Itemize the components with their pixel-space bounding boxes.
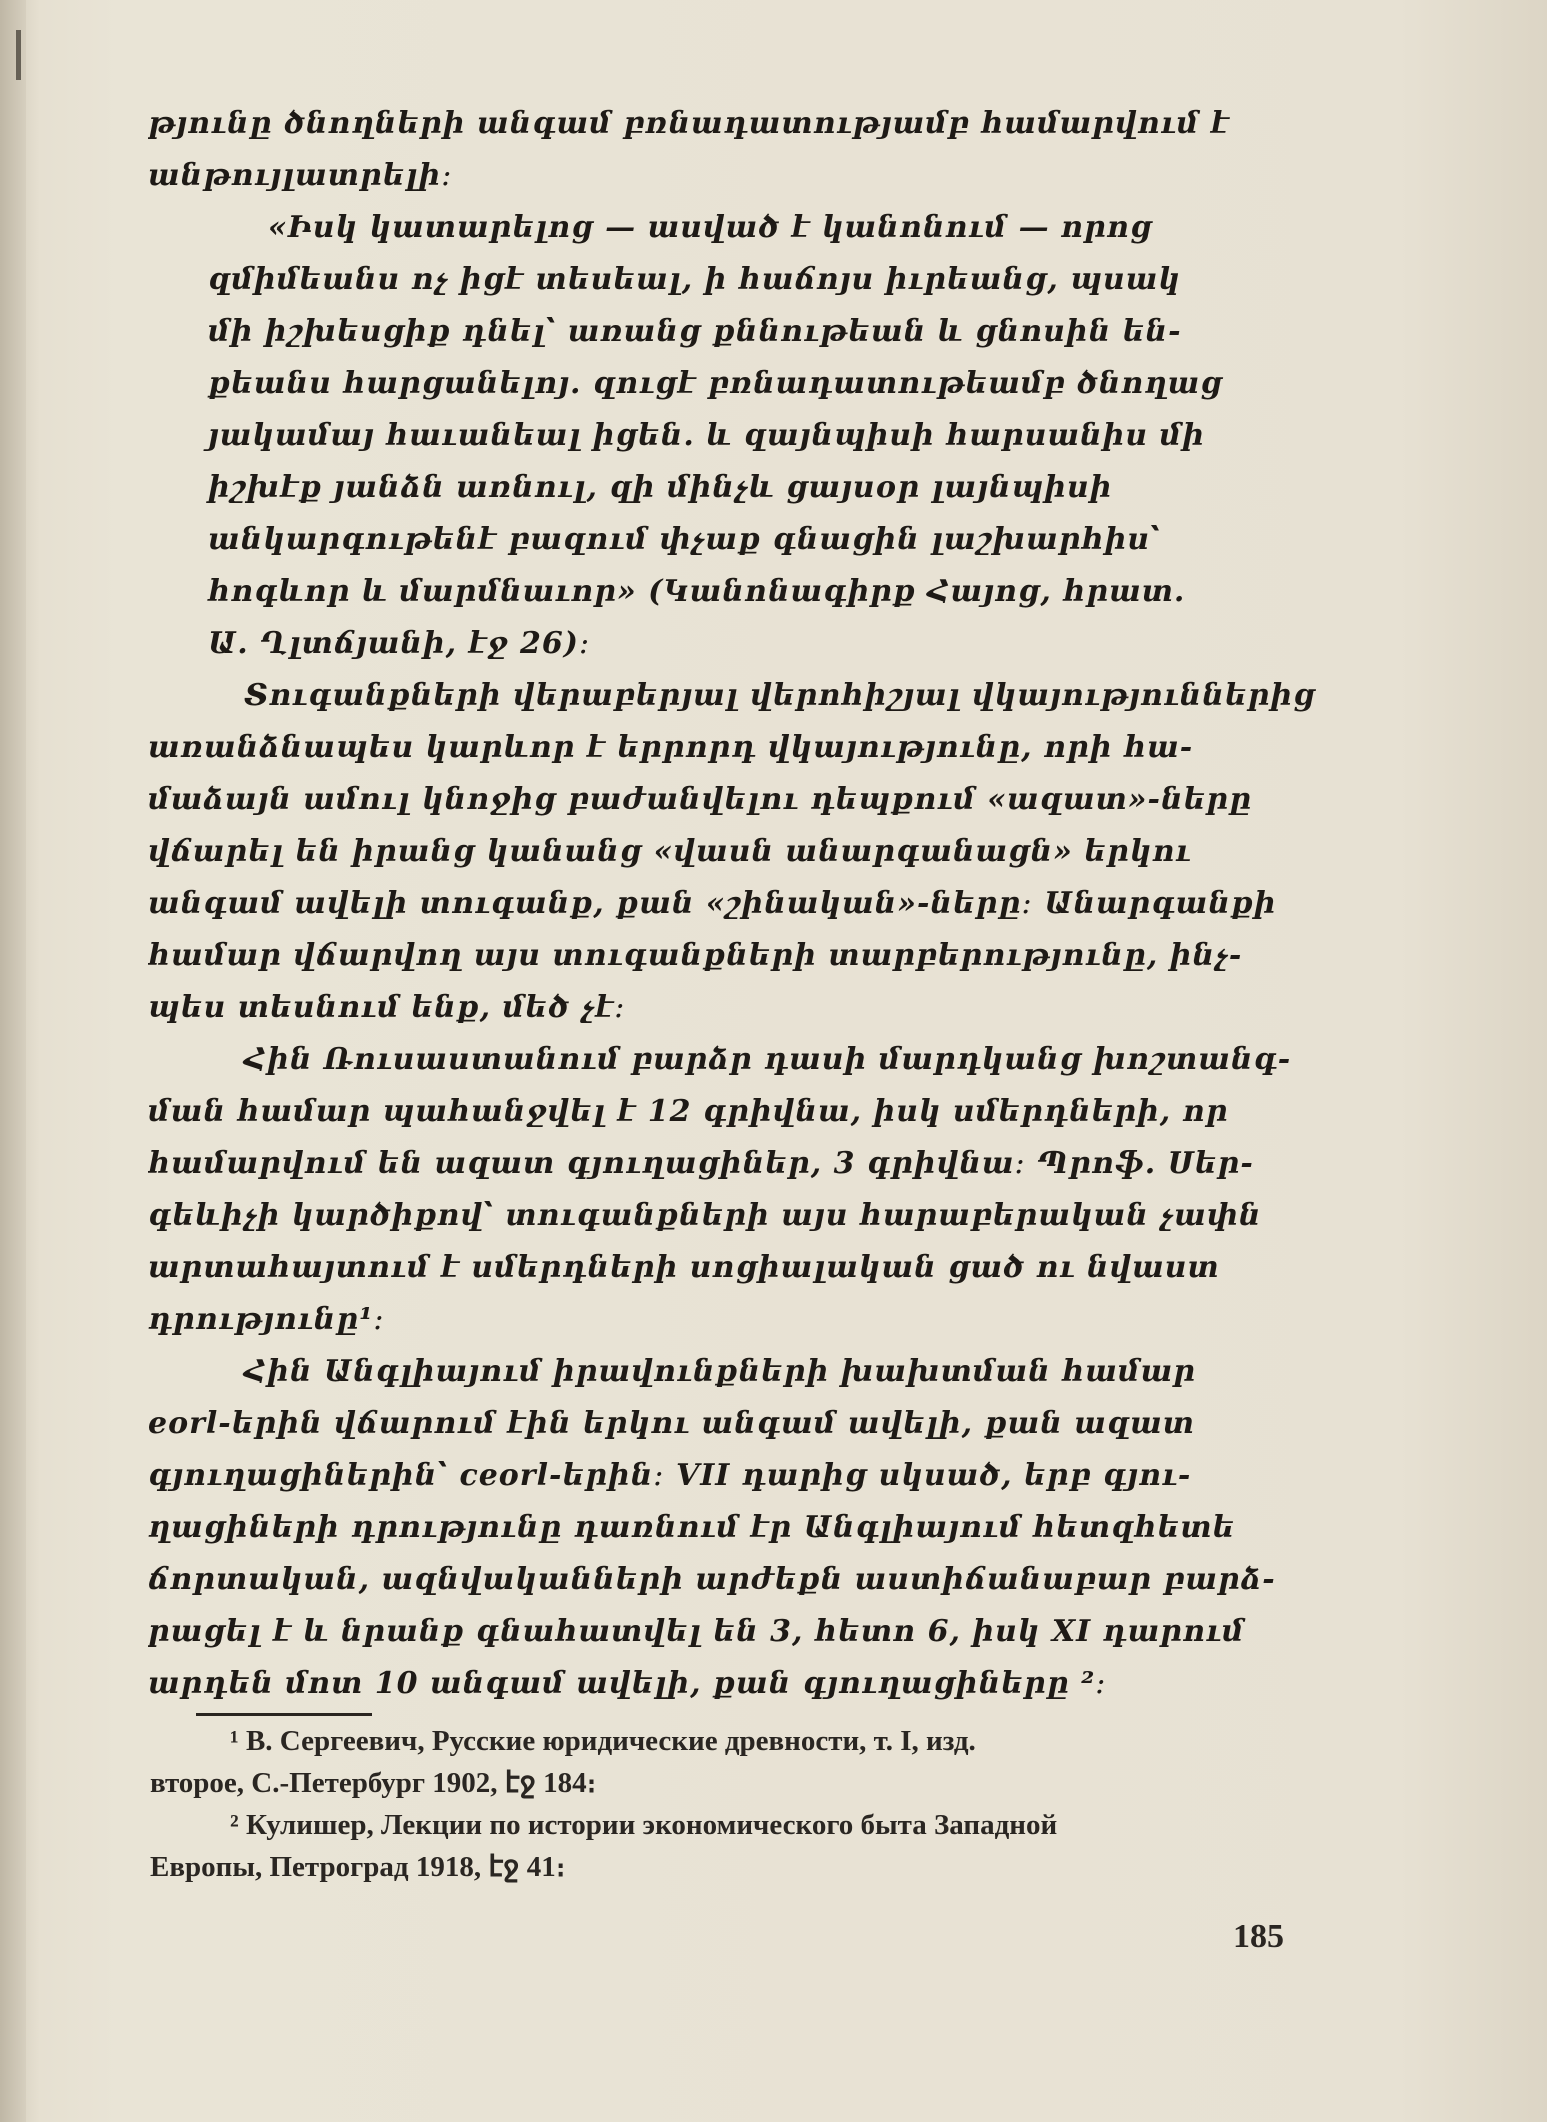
quote-line: զմիմեանս ոչ իցէ տեսեալ, ի հաճոյս իւրեանց, պսակ — [208, 262, 1181, 297]
text-line: Հին Անգլիայում իրավունքների խախտման համար — [244, 1354, 1196, 1389]
text-line: րացել է և նրանք գնահատվել են 3, հետո 6, իսկ XI դարում — [148, 1614, 1245, 1649]
text-line: ղացիների դրությունը դառնում էր Անգլիայում հետզհետե — [148, 1510, 1236, 1545]
text-line: անգամ ավելի տուգանք, քան «շինական»-ները։ Անարգանքի — [148, 886, 1277, 921]
text-line: մաձայն ամուլ կնոջից բաժանվելու դեպքում «ազատ»-ները — [148, 782, 1253, 817]
quote-line: հոգևոր և մարմնաւոր» (Կանոնագիրք Հայոց, հրատ. — [208, 574, 1186, 609]
text-line: ճորտական, ազնվականների արժեքն աստիճանաբար բարձ- — [148, 1562, 1276, 1597]
text-line: Տուգանքների վերաբերյալ վերոհիշյալ վկայություններից — [244, 678, 1316, 713]
text-line: արտահայտում է սմերդների սոցիալական ցած ու նվաստ — [148, 1250, 1220, 1285]
text-line: գեևիչի կարծիքով՝ տուգանքների այս հարաբերական չափն — [148, 1198, 1262, 1233]
quote-line: քեանս հարցանելոյ. զուցէ բռնադատութեամբ ծնողաց — [208, 366, 1223, 401]
quote-line: «Իսկ կատարելոց — ասված է կանոնում — որոց — [268, 210, 1153, 245]
quote-line: Ա. Ղլտճյանի, էջ 26)։ — [208, 626, 591, 661]
footnote-line: Европы, Петроград 1918, էջ 41։ — [150, 1851, 566, 1883]
quote-line: իշխէք յանձն առնուլ, զի մինչև ցայսօր լայնպիսի — [208, 470, 1113, 505]
text-line: eorl-երին վճարում էին երկու անգամ ավելի, քան ազատ — [148, 1406, 1195, 1441]
footnotes — [150, 1720, 1320, 1888]
text-line: առանձնապես կարևոր է երրորդ վկայությունը, որի հա- — [148, 730, 1194, 765]
text-line: ման համար պահանջվել է 12 գրիվնա, իսկ սմերդների, որ — [148, 1094, 1229, 1129]
quote-line: անկարգութենէ բազում փչաք գնացին լաշխարհիս՝ — [208, 522, 1161, 557]
main-text — [148, 98, 1318, 1710]
margin-mark — [16, 30, 21, 80]
text-line: համար վճարվող այս տուգանքների տարբերությունը, ինչ- — [148, 938, 1243, 973]
footnote-line: ¹ В. Сергеевич, Русские юридические древности, т. I, изд. — [230, 1725, 976, 1757]
binding-edge — [0, 0, 26, 2122]
text-line: համարվում են ազատ գյուղացիներ, 3 գրիվնա։ Պրոֆ. Սեր- — [148, 1146, 1254, 1181]
quote-line: մի իշխեսցիք դնել՝ առանց քննութեան և ցնոսին են- — [208, 314, 1182, 349]
text-line: պես տեսնում ենք, մեծ չէ։ — [148, 990, 626, 1025]
footnote-line: ² Кулишер, Лекции по истории экономического быта Западной — [230, 1809, 1058, 1841]
text-line: Հին Ռուսաստանում բարձր դասի մարդկանց խոշտանգ- — [244, 1042, 1292, 1077]
text-line: անթույլատրելի։ — [148, 158, 453, 193]
footnote-line: второе, С.-Петербург 1902, էջ 184։ — [150, 1767, 597, 1799]
quote-line: յակամայ հաւանեալ իցեն. և զայնպիսի հարսանիս մի — [208, 418, 1205, 453]
text-line: արդեն մոտ 10 անգամ ավելի, քան գյուղացիները ²։ — [148, 1666, 1107, 1701]
page-number: 185 — [1233, 1918, 1284, 1955]
footnote-rule — [196, 1713, 372, 1716]
text-line: գյուղացիներին՝ ceorl-երին։ VII դարից սկսած, երբ գյու- — [148, 1458, 1192, 1493]
text-line: վճարել են իրանց կանանց «վասն անարգանացն» երկու — [148, 834, 1192, 869]
text-line: թյունը ծնողների անգամ բռնադատությամբ համարվում է — [148, 106, 1230, 141]
text-line: դրությունը¹։ — [148, 1302, 385, 1337]
